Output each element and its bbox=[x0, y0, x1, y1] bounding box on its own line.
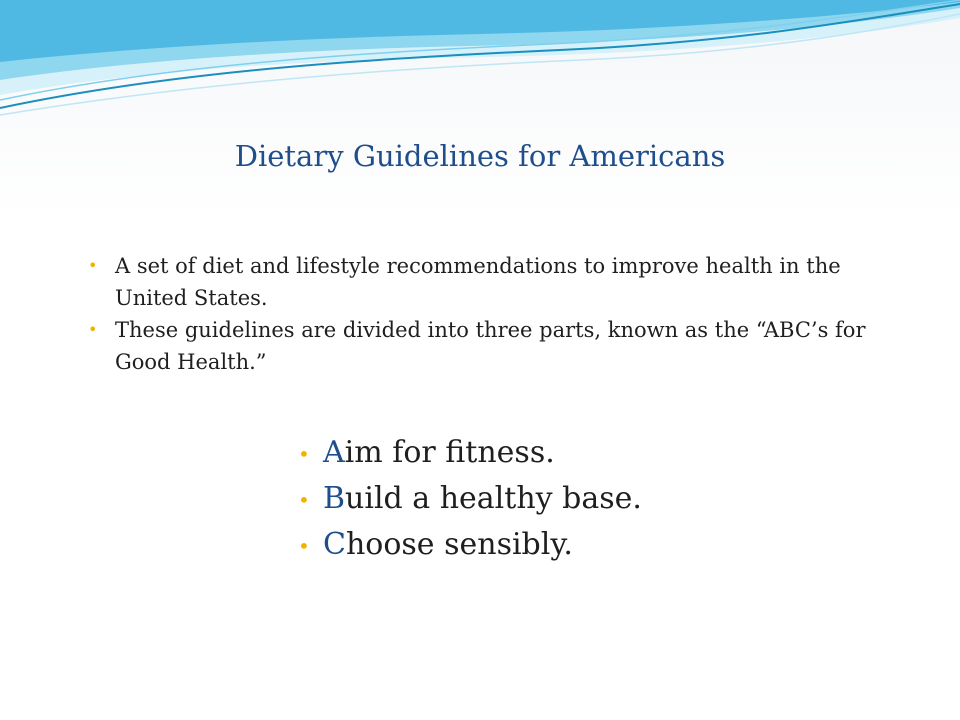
abc-letter: B bbox=[323, 481, 346, 516]
abc-item-c bbox=[298, 522, 858, 568]
bullet-dot-icon: • bbox=[298, 488, 310, 512]
bullet-dot-icon: • bbox=[88, 320, 98, 339]
abc-item-b bbox=[298, 476, 858, 522]
slide-title: Dietary Guidelines for Americans bbox=[234, 139, 726, 173]
abc-letter: C bbox=[323, 527, 346, 562]
bullet-dot-icon: • bbox=[298, 442, 310, 466]
bullet-item-parts bbox=[88, 314, 888, 378]
bullet-item-definition bbox=[88, 250, 888, 314]
decorative-wave-header bbox=[0, 0, 960, 130]
abc-text: hoose sensibly. bbox=[345, 527, 573, 562]
bullet-text: A set of diet and lifestyle recommendations to improve health in the United States. bbox=[115, 254, 841, 310]
abc-item-a bbox=[298, 430, 858, 476]
abc-list bbox=[298, 430, 858, 568]
abc-letter: A bbox=[323, 435, 345, 470]
bullet-dot-icon: • bbox=[88, 256, 98, 275]
abc-text: uild a healthy base. bbox=[345, 481, 642, 516]
bullet-text: These guidelines are divided into three parts, known as the “ABC’s for Good Health.” bbox=[115, 318, 866, 374]
bullet-dot-icon: • bbox=[298, 534, 310, 558]
bullet-list bbox=[88, 250, 888, 378]
abc-text: im for fitness. bbox=[344, 435, 555, 470]
